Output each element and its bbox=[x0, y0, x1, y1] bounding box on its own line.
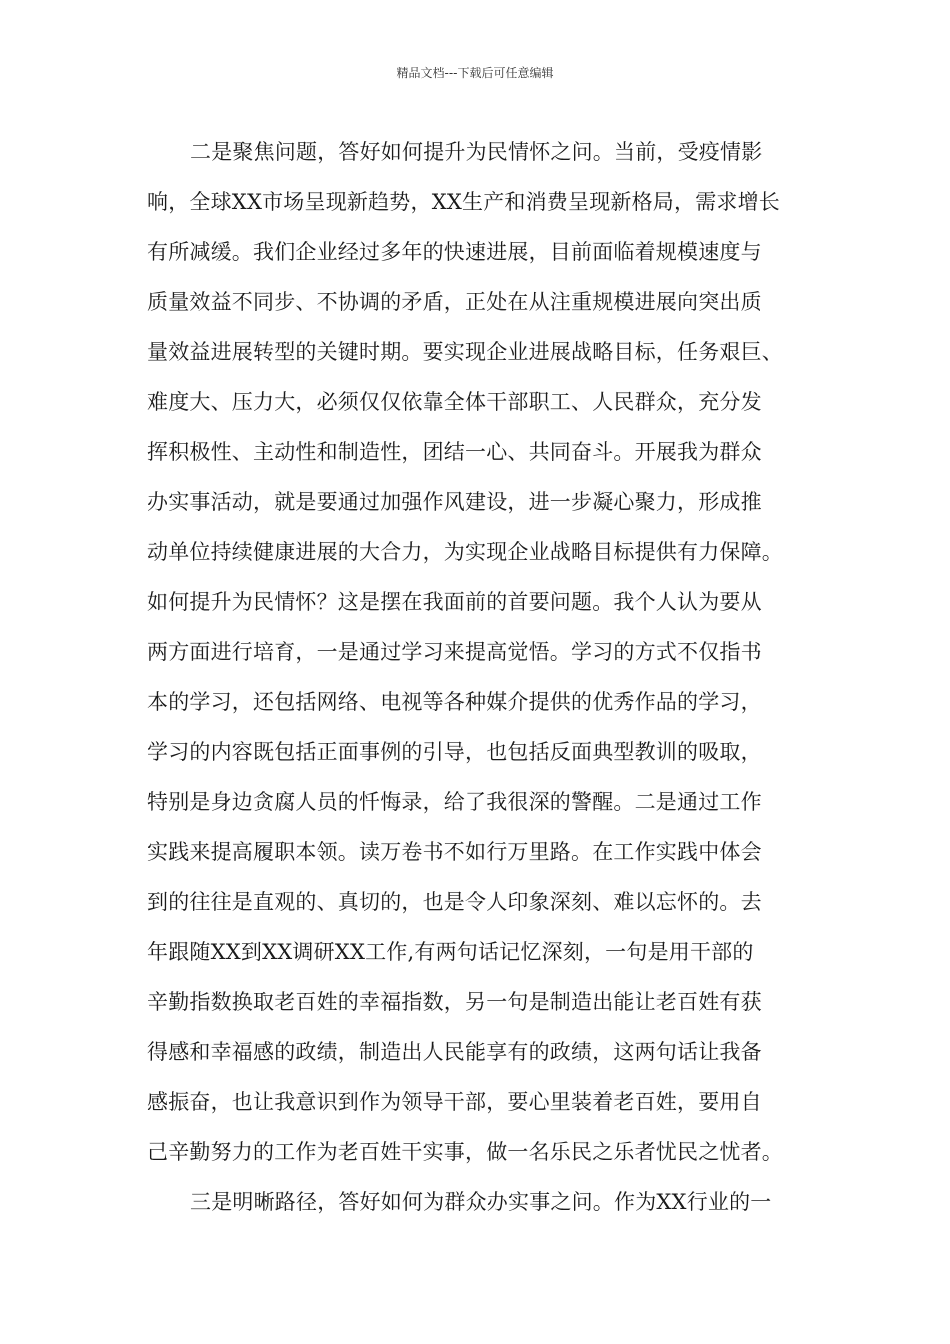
paragraph-line: 难度大、压力大，必须仅仅依靠全体干部职工、人民群众，充分发 bbox=[147, 390, 762, 414]
paragraph-line: 到的往往是直观的、真切的，也是令人印象深刻、难以忘怀的。去 bbox=[147, 890, 762, 914]
paragraph-line: 辛勤指数换取老百姓的幸福指数，另一句是制造出能让老百姓有获 bbox=[147, 990, 762, 1014]
paragraph-line: 质量效益不同步、不协调的矛盾，正处在从注重规模进展向突出质 bbox=[147, 290, 762, 314]
paragraph-line: 三是明晰路径，答好如何为群众办实事之问。作为XX行业的一 bbox=[190, 1190, 772, 1214]
paragraph-line: 本的学习，还包括网络、电视等各种媒介提供的优秀作品的学习， bbox=[147, 690, 762, 714]
paragraph-line: 量效益进展转型的关键时期。要实现企业进展战略目标，任务艰巨、 bbox=[147, 340, 783, 364]
paragraph-line: 两方面进行培育，一是通过学习来提高觉悟。学习的方式不仅指书 bbox=[147, 640, 762, 664]
paragraph-line: 动单位持续健康进展的大合力，为实现企业战略目标提供有力保障。 bbox=[147, 540, 783, 564]
paragraph-line: 实践来提高履职本领。读万卷书不如行万里路。在工作实践中体会 bbox=[147, 840, 762, 864]
paragraph-line: 办实事活动，就是要通过加强作风建设，进一步凝心聚力，形成推 bbox=[147, 490, 762, 514]
paragraph-line: 学习的内容既包括正面事例的引导，也包括反面典型教训的吸取， bbox=[147, 740, 762, 764]
paragraph-line: 如何提升为民情怀？这是摆在我面前的首要问题。我个人认为要从 bbox=[147, 590, 762, 614]
paragraph-line: 感振奋，也让我意识到作为领导干部，要心里装着老百姓，要用自 bbox=[147, 1090, 762, 1114]
paragraph-line: 二是聚焦问题，答好如何提升为民情怀之问。当前，受疫情影 bbox=[190, 140, 763, 164]
paragraph-line: 年跟随XX到XX调研XX工作,有两句话记忆深刻，一句是用干部的 bbox=[147, 940, 754, 964]
paragraph-line: 有所减缓。我们企业经过多年的快速进展，目前面临着规模速度与 bbox=[147, 240, 762, 264]
page-header: 精品文档---下载后可任意编辑 bbox=[396, 66, 554, 80]
paragraph-line: 得感和幸福感的政绩，制造出人民能享有的政绩，这两句话让我备 bbox=[147, 1040, 762, 1064]
paragraph-line: 己辛勤努力的工作为老百姓干实事，做一名乐民之乐者忧民之忧者。 bbox=[147, 1140, 783, 1164]
paragraph-line: 响，全球XX市场呈现新趋势，XX生产和消费呈现新格局，需求增长 bbox=[147, 190, 780, 214]
body-text bbox=[147, 127, 807, 1227]
paragraph-line: 特别是身边贪腐人员的忏悔录，给了我很深的警醒。二是通过工作 bbox=[147, 790, 762, 814]
paragraph-line: 挥积极性、主动性和制造性，团结一心、共同奋斗。开展我为群众 bbox=[147, 440, 762, 464]
